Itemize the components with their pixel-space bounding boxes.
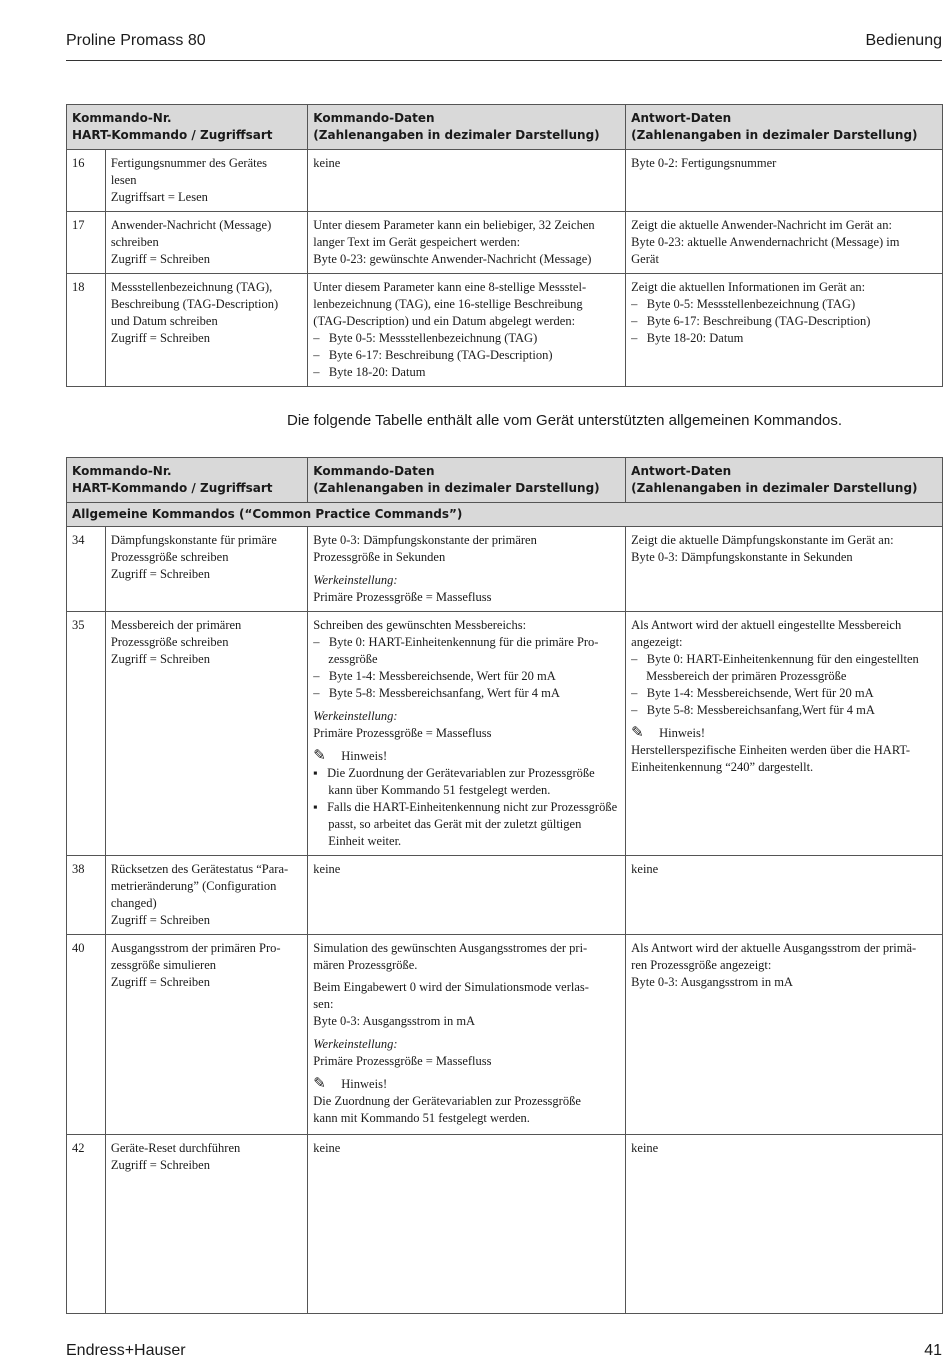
- table-header-row: [67, 458, 943, 503]
- intro-text: Die folgende Tabelle enthält alle vom Gerät unterstützten allgemeinen Kommandos.: [287, 412, 843, 429]
- command-number: 38: [67, 856, 106, 935]
- column-header-command-data: Kommando-Daten (Zahlenangaben in dezimaler Darstellung): [308, 105, 626, 150]
- column-header-response-data: Antwort-Daten (Zahlenangaben in dezimaler Darstellung): [626, 105, 943, 150]
- column-header-command-data: Kommando-Daten (Zahlenangaben in dezimaler Darstellung): [308, 458, 626, 503]
- response-data: keine: [626, 1135, 943, 1314]
- command-name: Dämpfungskonstante für primäre Prozessgröße schreiben Zugriff = Schreiben: [105, 527, 307, 612]
- hart-commands-table-1: [66, 104, 943, 387]
- list-item: – Byte 1-4: Messbereichsende, Wert für 20 mA: [631, 686, 874, 700]
- response-data: keine: [626, 856, 943, 935]
- list-item: – Byte 0-5: Messstellenbezeichnung (TAG): [631, 297, 856, 311]
- list-item: – Byte 18-20: Datum: [631, 331, 744, 345]
- note: ✎ Hinweis!: [313, 1076, 388, 1092]
- command-data: keine: [308, 1135, 626, 1314]
- column-header-response-data: Antwort-Daten (Zahlenangaben in dezimaler Darstellung): [626, 458, 943, 503]
- response-data: Als Antwort wird der aktuelle Ausgangsstrom der primä- ren Prozessgröße angezeigt: Byte 0-3: Ausgangsstrom in mA: [626, 935, 943, 1135]
- command-number: 18: [67, 274, 106, 387]
- pencil-note-icon: ✎: [313, 1076, 326, 1092]
- list-item: – Byte 5-8: Messbereichsanfang, Wert für 4 mA: [313, 686, 560, 700]
- note: ✎ Hinweis!: [313, 748, 388, 764]
- table-header-row: [67, 105, 943, 150]
- command-name: Rücksetzen des Gerätestatus “Para- metrieränderung” (Configuration changed) Zugriff = Schreiben: [105, 856, 307, 935]
- column-header-command: Kommando-Nr. HART-Kommando / Zugriffsart: [67, 105, 308, 150]
- command-number: 40: [67, 935, 106, 1135]
- command-name: Geräte-Reset durchführen Zugriff = Schreiben: [105, 1135, 307, 1314]
- command-data: keine: [308, 856, 626, 935]
- list-item: ▪ Die Zuordnung der Gerätevariablen zur Prozessgröße kann über Kommando 51 festgelegt werden.: [313, 766, 595, 797]
- table-row: [67, 274, 943, 387]
- command-data: keine: [308, 150, 626, 212]
- list-item: – Byte 0: HART-Einheitenkennung für die primäre Pro-zessgröße: [313, 635, 599, 666]
- command-data: Byte 0-3: Dämpfungskonstante der primären Prozessgröße in Sekunden Werkeinstellung: Primäre Prozessgröße = Massefluss: [308, 527, 626, 612]
- command-number: 17: [67, 212, 106, 274]
- header-product: Proline Promass 80: [66, 32, 206, 49]
- page-number: 41: [924, 1342, 942, 1359]
- command-data: Simulation des gewünschten Ausgangsstromes der pri- mären Prozessgröße. Beim Eingabewert 0 wird der Simulationsmode verlas- sen: Byte 0-3: Ausgangsstrom in mA Werkeinstellung: Primäre Prozessgröße = Massefluss ✎ Hinweis! Die Zuordnung der Gerätevariablen zur Prozessgröße kann mit Kommando 51 festgelegt werden.: [308, 935, 626, 1135]
- command-name: Anwender-Nachricht (Message) schreiben Zugriff = Schreiben: [105, 212, 307, 274]
- command-data: Schreiben des gewünschten Messbereichs: – Byte 0: HART-Einheitenkennung für die primäre Pro-zessgröße – Byte 1-4: Messbereichsende, Wert für 20 mA – Byte 5-8: Messbereichsanfang, Wert für 4 mA Werkeinstellung: Primäre Prozessgröße = Massefluss ✎ Hinweis! ▪ Die Zuordnung der Gerätevariablen zur Prozessgröße kann über Kommando 51 festgelegt werden. ▪ Falls die HART-Einheitenkennung nicht zur Prozessgröße passt, so arbeitet das Gerät mit der zuletzt gültigen Einheit weiter.: [308, 612, 626, 856]
- command-data: Unter diesem Parameter kann ein beliebiger, 32 Zeichen langer Text im Gerät gespeichert werden: Byte 0-23: gewünschte Anwender-Nachricht (Message): [308, 212, 626, 274]
- response-data: Zeigt die aktuelle Anwender-Nachricht im Gerät an: Byte 0-23: aktuelle Anwendernachricht (Message) im Gerät: [626, 212, 943, 274]
- list-item: – Byte 18-20: Datum: [313, 365, 426, 379]
- pencil-note-icon: ✎: [313, 748, 326, 764]
- command-name: Ausgangsstrom der primären Pro- zessgröße simulieren Zugriff = Schreiben: [105, 935, 307, 1135]
- pencil-note-icon: ✎: [631, 725, 644, 741]
- column-header-command: Kommando-Nr. HART-Kommando / Zugriffsart: [67, 458, 308, 503]
- list-item: – Byte 5-8: Messbereichsanfang,Wert für 4 mA: [631, 703, 875, 717]
- table-row: [67, 527, 943, 612]
- table-row: [67, 856, 943, 935]
- section-title: Allgemeine Kommandos (“Common Practice Commands”): [67, 503, 943, 527]
- section-row: [67, 503, 943, 527]
- table-row: [67, 935, 943, 1135]
- command-name: Messbereich der primären Prozessgröße schreiben Zugriff = Schreiben: [105, 612, 307, 856]
- command-number: 42: [67, 1135, 106, 1314]
- list-item: – Byte 0: HART-Einheitenkennung für den eingestellten Messbereich der primären Prozessgröße: [631, 652, 919, 683]
- command-number: 35: [67, 612, 106, 856]
- table-row: [67, 1135, 943, 1314]
- header-section: Bedienung: [865, 32, 942, 49]
- command-data: Unter diesem Parameter kann eine 8-stellige Messstel- lenbezeichnung (TAG), eine 16-stellige Beschreibung (TAG-Description) und ein Datum abgelegt werden: – Byte 0-5: Messstellenbezeichnung (TAG) – Byte 6-17: Beschreibung (TAG-Description) – Byte 18-20: Datum: [308, 274, 626, 387]
- response-data: Byte 0-2: Fertigungsnummer: [626, 150, 943, 212]
- table-row: [67, 212, 943, 274]
- command-name: Messstellenbezeichnung (TAG), Beschreibung (TAG-Description) und Datum schreiben Zugriff = Schreiben: [105, 274, 307, 387]
- list-item: – Byte 1-4: Messbereichsende, Wert für 20 mA: [313, 669, 556, 683]
- list-item: ▪ Falls die HART-Einheitenkennung nicht zur Prozessgröße passt, so arbeitet das Gerät mit der zuletzt gültigen Einheit weiter.: [313, 800, 618, 848]
- table-row: [67, 612, 943, 856]
- command-number: 34: [67, 527, 106, 612]
- response-data: Als Antwort wird der aktuell eingestellte Messbereich angezeigt: – Byte 0: HART-Einheitenkennung für den eingestellten Messbereich der primären Prozessgröße – Byte 1-4: Messbereichsende, Wert für 20 mA – Byte 5-8: Messbereichsanfang,Wert für 4 mA ✎ Hinweis! Herstellerspezifische Einheiten werden über die HART- Einheitenkennung “240” dargestellt.: [626, 612, 943, 856]
- footer-company: Endress+Hauser: [66, 1342, 186, 1359]
- response-data: Zeigt die aktuelle Dämpfungskonstante im Gerät an: Byte 0-3: Dämpfungskonstante in Sekunden: [626, 527, 943, 612]
- table-row: [67, 150, 943, 212]
- page-header: [66, 30, 942, 61]
- list-item: – Byte 6-17: Beschreibung (TAG-Description): [313, 348, 553, 362]
- command-number: 16: [67, 150, 106, 212]
- command-name: Fertigungsnummer des Gerätes lesen Zugriffsart = Lesen: [105, 150, 307, 212]
- response-data: Zeigt die aktuellen Informationen im Gerät an: – Byte 0-5: Messstellenbezeichnung (TAG) – Byte 6-17: Beschreibung (TAG-Description) – Byte 18-20: Datum: [626, 274, 943, 387]
- note: ✎ Hinweis!: [631, 725, 705, 741]
- hart-commands-table-2: [66, 457, 943, 1314]
- list-item: – Byte 0-5: Messstellenbezeichnung (TAG): [313, 331, 538, 345]
- list-item: – Byte 6-17: Beschreibung (TAG-Description): [631, 314, 871, 328]
